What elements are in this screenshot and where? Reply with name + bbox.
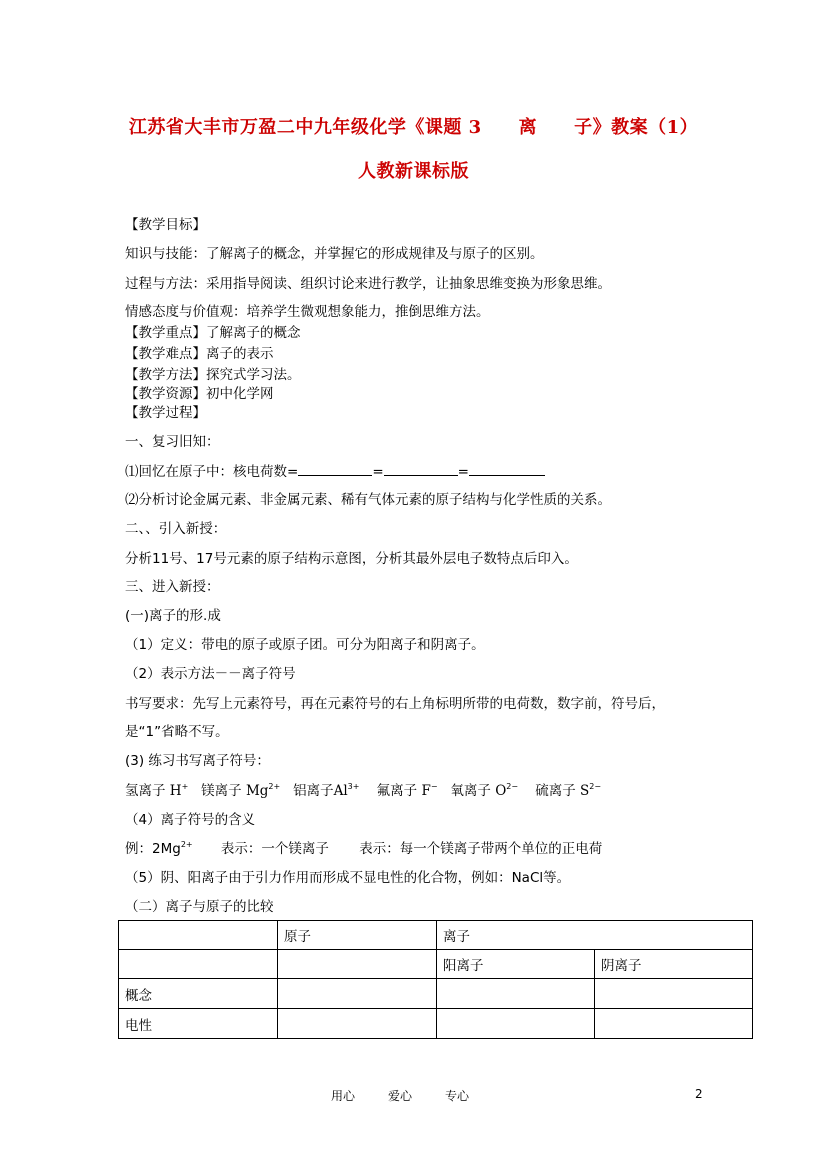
- process-heading: 【教学过程】: [125, 405, 206, 421]
- example-prefix: 例：2Mg: [125, 841, 181, 857]
- ion-name: 氟离子: [376, 783, 418, 799]
- table-cell-ion-header: 离子: [437, 921, 753, 950]
- example-meaning-2: 表示：每一个镁离子带两个单位的正电荷: [359, 841, 603, 857]
- document-subtitle: 人教新课标版: [358, 161, 469, 182]
- table-cell-cation-header: 阳离子: [437, 950, 595, 979]
- difficulty: 【教学难点】离子的表示: [125, 346, 274, 362]
- table-cell: [119, 950, 278, 979]
- document-title: 江苏省大丰市万盈二中九年级化学《课题 3 离 子》教案（1）: [128, 117, 699, 138]
- ion-name: 硫离子: [535, 783, 576, 799]
- ion-name: 镁离子: [201, 783, 242, 799]
- blank-line: [384, 462, 458, 476]
- review-item-1-text: ⑴回忆在原子中：核电荷数=: [125, 464, 299, 480]
- table-row: [119, 921, 753, 950]
- table-cell-concept-label: 概念: [119, 979, 278, 1009]
- practice-heading: (3) 练习书写离子符号：: [125, 753, 270, 769]
- goal-knowledge: 知识与技能：了解离子的概念，并掌握它的形成规律及与原子的区别。: [125, 246, 544, 262]
- table-cell-charge-label: 电性: [119, 1009, 278, 1039]
- review-item-1: [125, 462, 545, 481]
- review-heading: 一、复习旧知：: [125, 434, 220, 450]
- ion-charge: −: [430, 782, 438, 791]
- table-row: [119, 1009, 753, 1039]
- footer-motto-1: 用心: [331, 1089, 356, 1103]
- ion-charge: +: [181, 782, 189, 791]
- writing-requirement-1: 书写要求：先写上元素符号，再在元素符号的右上角标明所带的电荷数，数字前，符号后，: [125, 696, 665, 712]
- goal-emotion: 情感态度与价值观：培养学生微观想象能力，推倒思维方法。: [125, 304, 490, 320]
- table-cell-atom-header: 原子: [278, 921, 437, 950]
- method: 【教学方法】探究式学习法。: [125, 367, 301, 383]
- table-cell: [278, 1009, 437, 1039]
- ion-symbol: H: [169, 783, 182, 799]
- equals-sign: =: [457, 464, 469, 480]
- ion-charge: 2−: [589, 782, 602, 791]
- table-cell-anion-header: 阴离子: [595, 950, 753, 979]
- ion-symbol: F: [421, 783, 431, 799]
- new-heading: 三、进入新授：: [125, 579, 220, 595]
- equals-sign: =: [372, 464, 384, 480]
- table-cell: [437, 979, 595, 1009]
- meaning-heading: （4）离子符号的含义: [125, 812, 256, 828]
- resource: 【教学资源】初中化学网: [125, 386, 274, 402]
- example-meaning-1: 表示：一个镁离子: [220, 841, 329, 857]
- table-cell: [437, 1009, 595, 1039]
- goals-heading: 【教学目标】: [125, 217, 206, 233]
- goal-process: 过程与方法：采用指导阅读、组织讨论来进行教学，让抽象思维变换为形象思维。: [125, 276, 611, 292]
- ion-symbol: Al: [333, 783, 348, 799]
- ion-symbols-row: [125, 782, 601, 800]
- writing-requirement-2: 是“1”省略不写。: [125, 724, 229, 740]
- formation-heading: (一)离子的形.成: [125, 608, 221, 624]
- review-item-2: ⑵分析讨论金属元素、非金属元素、稀有气体元素的原子结构与化学性质的关系。: [125, 492, 611, 508]
- ion-charge: 2−: [506, 782, 519, 791]
- compound-note: （5）阴、阳离子由于引力作用而形成不显电性的化合物，例如：NaCl等。: [125, 870, 571, 886]
- table-row: [119, 950, 753, 979]
- intro-text: 分析11号、17号元素的原子结构示意图，分析其最外层电子数特点后印入。: [125, 551, 578, 567]
- key-point: 【教学重点】了解离子的概念: [125, 325, 301, 341]
- ion-symbol: Mg: [245, 783, 269, 799]
- ion-charge: 3+: [347, 782, 360, 791]
- table-row: [119, 979, 753, 1009]
- notation: （2）表示方法－－离子符号: [125, 666, 296, 682]
- ion-symbol: O: [495, 783, 507, 799]
- footer-motto-3: 专心: [445, 1089, 470, 1103]
- intro-heading: 二、、引入新授：: [125, 521, 227, 537]
- table-cell: [278, 979, 437, 1009]
- example-charge: 2+: [180, 840, 193, 849]
- comparison-table: [118, 920, 753, 1039]
- blank-line: [469, 462, 545, 476]
- footer-motto-2: 爱心: [388, 1089, 413, 1103]
- ion-symbol: S: [580, 783, 590, 799]
- table-cell: [595, 1009, 753, 1039]
- page-number: 2: [695, 1087, 703, 1101]
- ion-charge: 2+: [268, 782, 281, 791]
- blank-line: [298, 462, 372, 476]
- example-row: [125, 840, 602, 858]
- ion-name: 铝离子: [293, 783, 334, 799]
- ion-name: 氢离子: [125, 783, 166, 799]
- table-cell: [595, 979, 753, 1009]
- ion-name: 氧离子: [450, 783, 491, 799]
- table-cell: [119, 921, 278, 950]
- definition: （1）定义：带电的原子或原子团。可分为阳离子和阴离子。: [125, 637, 485, 653]
- table-cell: [278, 950, 437, 979]
- comparison-heading: （二）离子与原子的比较: [125, 899, 274, 915]
